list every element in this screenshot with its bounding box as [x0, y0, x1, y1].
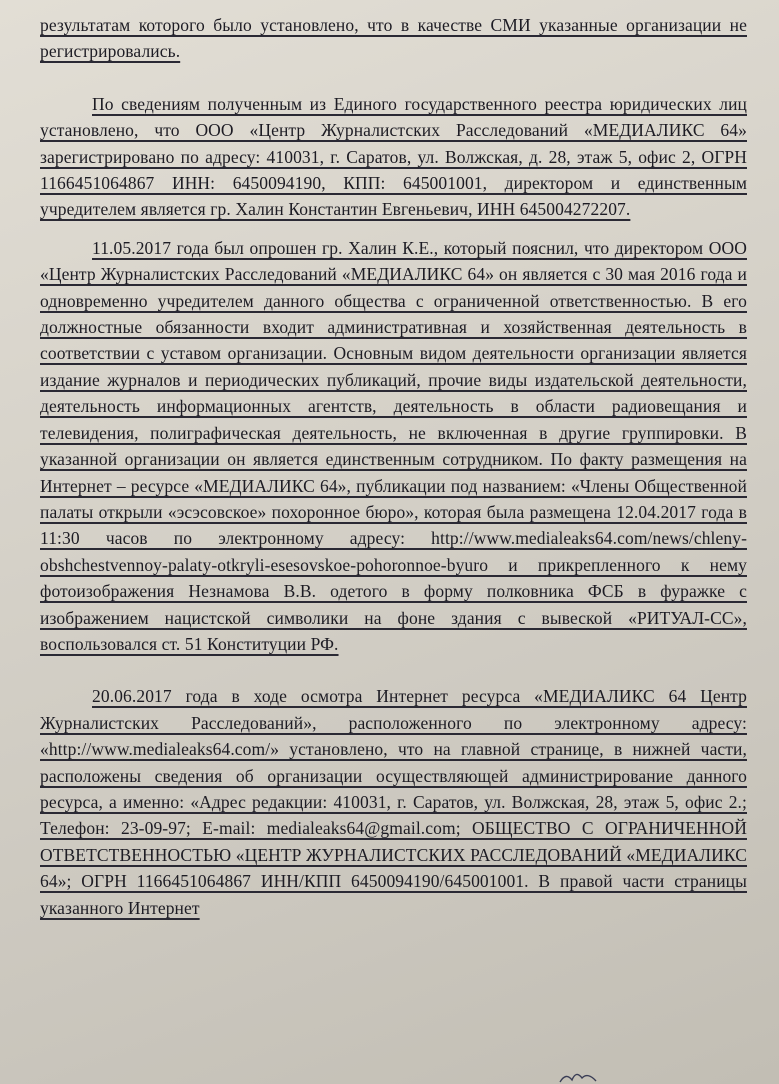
paragraph-egrul-info: По сведениям полученным из Единого государственного реестра юридических лиц установлено, что ООО «Центр Журналистских Расследований «МЕДИАЛИКС 64» зарегистрировано по адресу: 410031, г. Саратов, ул. Волжская, д. 28, этаж 5, офис 2, ОГРН 1166451064867 ИНН: 6450094190, КПП: 645001001, директором и единственным учредителем является гр. Халин Константин Евгеньевич, ИНН 645004272207.	[40, 93, 747, 220]
paragraph-registration-result: результатам которого было установлено, что в качестве СМИ указанные организации не регистрировались.	[40, 15, 747, 62]
paragraph-inspection: 20.06.2017 года в ходе осмотра Интернет ресурса «МЕДИАЛИКС 64 Центр Журналистских Расследований», расположенного по электронному адресу: «http://www.medialeaks64.com/» установлено, что на главной странице, в нижней части, расположены сведения об организации осуществляющей администрирование данного ресурса, а именно: «Адрес редакции: 410031, г. Саратов, ул. Волжская, 28, этаж 5, офис 2.; Телефон: 23-09-97; E-mail: medialeaks64@gmail.com; ОБЩЕСТВО С ОГРАНИЧЕННОЙ ОТВЕТСТВЕННОСТЬЮ «ЦЕНТР ЖУРНАЛИСТСКИХ РАССЛЕДОВАНИЙ «МЕДИАЛИКС 64»; ОГРН 1166451064867 ИНН/КПП 6450094190/645001001. В правой части страницы указанного Интернет	[40, 686, 747, 918]
paragraph-interview: 11.05.2017 года был опрошен гр. Халин К.Е., который пояснил, что директором ООО «Центр Журналистских Расследований «МЕДИАЛИКС 64» он является с 30 мая 2016 года и одновременно учредителем данного общества с ограниченной ответственностью. В его должностные обязанности входит административная и хозяйственная деятельность в соответствии с уставом организации. Основным видом деятельности организации является издание журналов и периодических публикаций, прочие виды издательской деятельности, деятельность информационных агентств, деятельность в области радиовещания и телевидения, полиграфическая деятельность, не включенная в другие группировки. В указанной организации он является единственным сотрудником. По факту размещения на Интернет – ресурсе «МЕДИАЛИКС 64», публикации под названием: «Члены Общественной палаты открыли «эсэсовское» похоронное бюро», которая была размещена 12.04.2017 года в 11:30 часов по электронному адресу: http://www.medialeaks64.com/news/chleny-obshchestvennoy-palaty-otkryli-esesovskoe-pohoronnoe-byuro и прикрепленного к нему фотоизображения Незнамова В.В. одетого в форму полковника ФСБ в фуражке с изображением нацистской символики на фоне здания с вывеской «РИТУАЛ-СС», воспользовался ст. 51 Конституции РФ.	[40, 237, 747, 654]
ink-mark-icon	[556, 1066, 602, 1084]
